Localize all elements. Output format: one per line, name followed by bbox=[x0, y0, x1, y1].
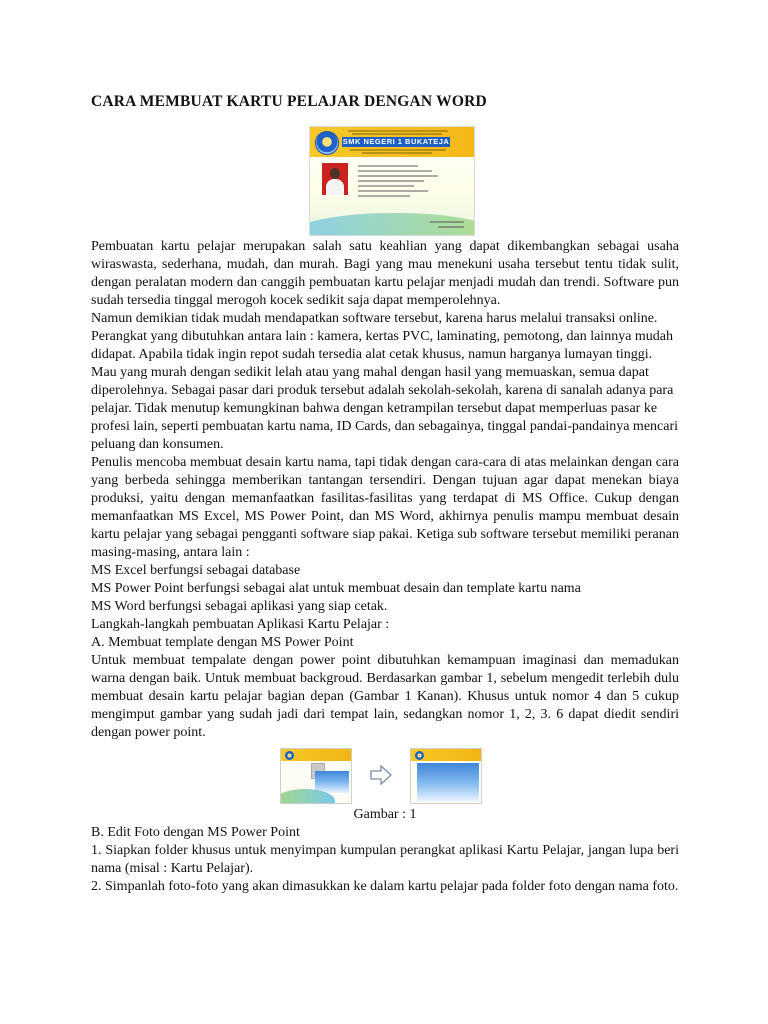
template-thumbnail-left bbox=[280, 748, 352, 804]
school-logo-icon bbox=[415, 751, 424, 760]
card-decoration bbox=[309, 213, 475, 236]
document-title: CARA MEMBUAT KARTU PELAJAR DENGAN WORD bbox=[91, 93, 487, 110]
school-logo-icon bbox=[285, 751, 294, 760]
arrow-right-icon bbox=[370, 765, 392, 785]
paragraph: Untuk membuat tempalate dengan power point dibutuhkan kemampuan imaginasi dan memadukan warna dengan baik. Untuk membuat backgroud. Berdasarkan gambar 1, sebelum mengedit terlebih dulu membuat desain kartu pelajar bagian depan (Gambar 1 Kanan). Khusus untuk nomor 4 dan 5 cukup mengimput gambar yang sudah jadi dari tempat lain, sedangkan nomor 1, 2, 3. 6 dapat diedit sendiri dengan power point. bbox=[91, 653, 679, 740]
card-school-name: SMK NEGERI 1 BUKATEJA bbox=[342, 137, 450, 146]
section-intro: Langkah-langkah pembuatan Aplikasi Kartu Pelajar : bbox=[91, 617, 390, 632]
figure-caption: Gambar : 1 bbox=[353, 807, 417, 822]
figure-1 bbox=[280, 748, 490, 804]
section-heading: B. Edit Foto dengan MS Power Point bbox=[91, 825, 300, 840]
section-heading: A. Membuat template dengan MS Power Point bbox=[91, 635, 354, 650]
student-card bbox=[309, 126, 475, 236]
student-card-image bbox=[309, 126, 473, 234]
document-page bbox=[91, 92, 679, 896]
list-item: MS Power Point berfungsi sebagai alat untuk membuat desain dan template kartu nama bbox=[91, 581, 581, 596]
student-photo bbox=[322, 163, 348, 195]
sky-image bbox=[417, 763, 479, 801]
list-item: MS Word berfungsi sebagai aplikasi yang siap cetak. bbox=[91, 599, 388, 614]
list-item: 2. Simpanlah foto-foto yang akan dimasukkan ke dalam kartu pelajar pada folder foto dengan nama foto. bbox=[91, 879, 679, 894]
school-logo-icon bbox=[315, 131, 339, 155]
paragraph: Pembuatan kartu pelajar merupakan salah satu keahlian yang dapat dikembangkan sebagai usaha wiraswasta, sederhana, mudah, dan murah. Bagi yang mau menekuni usaha tersebut tentu tidak sulit, dengan peralatan modern dan canggih pembuatan kartu pelajar menjadi mudah dan trendi. Software pun sudah tersedia tinggal merogoh kocek sedikit saja dapat memperolehnya. bbox=[91, 239, 679, 308]
paragraph: Namun demikian tidak mudah mendapatkan software tersebut, karena harus melalui transaksi online. Perangkat yang dibutuhkan antara lain : kamera, kertas PVC, laminating, pemotong, dan lainnya mudah didapat. Apabila tidak ingin repot sudah tersedia alat cetak khusus, namun harganya lumayan tinggi. Mau yang murah dengan sedikit lelah atau yang mahal dengan hasil yang memuaskan, semua dapat diperolehnya. Sebagai pasar dari produk tersebut adalah sekolah-sekolah, karena di sanalah adanya para pelajar. Tidak menutup kemungkinan bahwa dengan ketrampilan tersebut dapat memperluas pasar ke profesi lain, seperti pembuatan kartu nama, ID Cards, dan sebagainya, tinggal pandai-pandainya mencari peluang dan konsumen. bbox=[91, 311, 679, 452]
list-item: 1. Siapkan folder khusus untuk menyimpan kumpulan perangkat aplikasi Kartu Pelajar, jangan lupa beri nama (misal : Kartu Pelajar). bbox=[91, 843, 679, 876]
list-item: MS Excel berfungsi sebagai database bbox=[91, 563, 301, 578]
template-thumbnail-right bbox=[410, 748, 482, 804]
paragraph: Penulis mencoba membuat desain kartu nama, tapi tidak dengan cara-cara di atas melainkan dengan cara yang berbeda sehingga memberikan tantangan tersendiri. Dengan tujuan agar dapat menekan biaya produksi, yaitu dengan memanfaatkan fasilitas-fasilitas yang terdapat di MS Office. Cukup dengan memanfaatkan MS Excel, MS Power Point, dan MS Word, akhirnya penulis mampu membuat desain kartu pelajar yang sebagai pengganti software siap pakai. Ketiga sub software tersebut memiliki peranan masing-masing, antara lain : bbox=[91, 455, 679, 560]
